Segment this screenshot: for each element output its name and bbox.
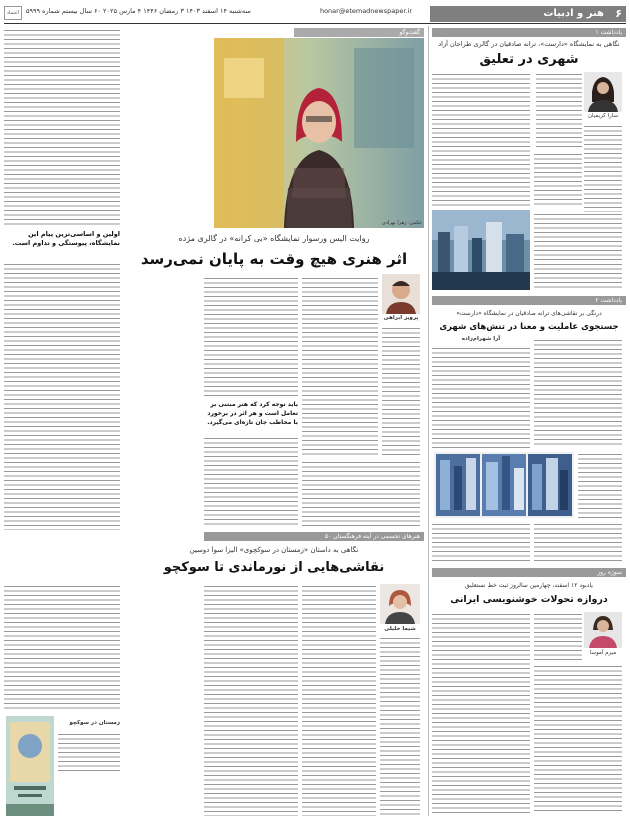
body-text: [534, 262, 622, 290]
author-photo: [584, 72, 622, 112]
avatar-icon: [584, 612, 622, 648]
author-photo: [380, 584, 420, 624]
section-tag: یادداشت ۱: [432, 28, 626, 37]
author-name: آرا شهرام‌زاده: [461, 336, 501, 342]
artist-portrait-image: [214, 38, 424, 228]
body-text: [432, 612, 530, 814]
section-tag: یادداشت ۲: [432, 296, 626, 305]
author-photo: [584, 612, 622, 648]
body-text: [382, 326, 420, 456]
body-text: [302, 276, 378, 456]
body-text: [302, 584, 376, 816]
article-headline: دروازه تحولات خوشنویسی ایرانی: [450, 594, 608, 605]
avatar-icon: [584, 72, 622, 112]
article-headline: نقاشی‌هایی از نورماندی تا سوکچو: [163, 560, 385, 575]
section-email: honar@etemadnewspaper.ir: [319, 7, 412, 15]
exhibition-paintings-image: [434, 452, 574, 518]
book-cover-image: [6, 716, 54, 816]
section-tag: هنرهای تجسمی در آینه فرهنگستان ۵۰: [204, 532, 424, 541]
author-name: میرم آموسا: [589, 650, 617, 656]
body-text: [536, 72, 582, 148]
body-text: [534, 338, 622, 448]
avatar-icon: [380, 584, 420, 624]
author-name: سارا کریمیان: [588, 113, 618, 119]
body-text: [4, 584, 120, 712]
section-tag: سوژه روز: [432, 568, 626, 577]
article-headline: اثر هنری هیچ وقت به پایان نمی‌رسد: [140, 250, 408, 268]
body-text: [534, 152, 582, 208]
newspaper-logo: اعتماد: [4, 6, 22, 20]
body-text: [380, 636, 420, 816]
artwork-photo: [434, 452, 574, 518]
body-text: [204, 436, 298, 528]
article-headline: شهری در تعلیق: [479, 52, 579, 67]
author-photo: [382, 274, 420, 314]
article-kicker: روایت الیس ورسوار نمایشگاه «بی کرانه» در گالری مژده: [178, 234, 370, 243]
book-caption: زمستان در سوکچو: [69, 720, 120, 726]
body-text: [204, 276, 298, 396]
avatar-icon: [382, 274, 420, 314]
article-headline: جستجوی عاملیت و معنا در تنش‌های شهری: [439, 322, 619, 332]
body-text: [534, 612, 582, 662]
cityscape-painting-image: [432, 210, 530, 290]
page-header: [4, 6, 626, 22]
pull-quote: باید توجه کرد که هنر مبتنی بر تعامل است و هر اثر در برخورد با مخاطب جان تازه‌ای می‌گیرد.: [207, 401, 298, 426]
body-text: [204, 584, 298, 816]
section-banner: هنر و ادبیات: [430, 6, 626, 22]
book-details: [58, 732, 120, 772]
body-text: [534, 212, 622, 260]
body-text: [578, 452, 622, 518]
main-photo: [214, 38, 424, 228]
body-text: [534, 664, 622, 814]
photo-caption: عکس: زهرا بهزادی: [381, 220, 422, 226]
column-divider: [428, 26, 429, 816]
article-kicker: یادبود ۱۲ اسفند، چهارمین سالروز ثبت خط نستعلیق: [465, 582, 593, 589]
page-number: ۶: [615, 7, 622, 20]
book-cover: [6, 716, 54, 816]
artwork-photo: [432, 210, 530, 290]
body-text: [432, 346, 530, 448]
date-line: سه‌شنبه ۱۴ اسفند ۱۴۰۳ ۳ رمضان ۱۴۴۶ ۴ مارس ۲۰۲۵ ۶۰ سال بیستم شماره ۵۹۹۹: [26, 7, 251, 15]
body-text: [302, 460, 420, 528]
author-name: پرویز ابراهی: [383, 315, 419, 321]
body-text: [534, 522, 622, 564]
body-text: [432, 72, 530, 208]
body-text: [4, 28, 120, 228]
author-name: شیما خلیلی: [384, 626, 416, 632]
article-kicker: درنگی بر نقاشی‌های ترانه صادقیان در نمایشگاه «دارست»: [456, 310, 602, 317]
body-text: [4, 262, 120, 530]
article-kicker: نگاهی به داستان «زمستان در سوکچوی» الیزا سوا دوسین: [189, 546, 359, 554]
header-rule: [4, 23, 626, 24]
photo-tag: گفت‌وگو: [294, 28, 424, 37]
interview-question: اولین و اساسی‌ترین پیام این نمایشگاه، پیوستگی و تداوم است.: [12, 230, 120, 247]
article-kicker: نگاهی به نمایشگاه «دارست»، ترانه صادقیان در گالری طراحان آزاد: [438, 40, 620, 48]
body-text: [432, 522, 530, 564]
